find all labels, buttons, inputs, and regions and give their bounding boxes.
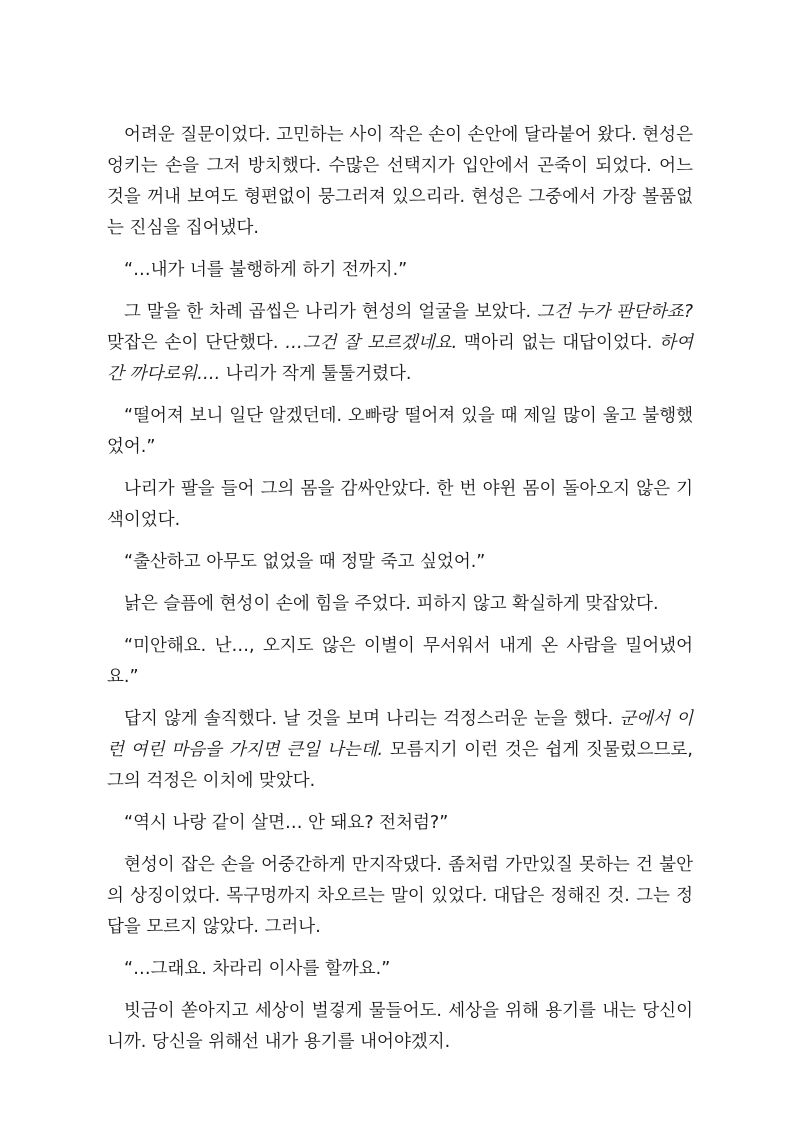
paragraph <box>107 808 693 839</box>
paragraph <box>107 255 693 286</box>
italic-text-segment: 그건 누가 판단하죠? <box>536 302 693 322</box>
italic-text-segment: …그건 잘 모르겠네요. <box>285 333 458 353</box>
paragraph <box>107 631 693 693</box>
text-segment: “역시 나랑 같이 살면… 안 돼요? 전처럼?” <box>124 813 449 833</box>
text-segment: “출산하고 아무도 없었을 때 정말 죽고 싶었어.” <box>124 552 486 572</box>
text-segment: 나리가 팔을 들어 그의 몸을 감싸안았다. 한 번 야윈 몸이 돌아오지 않은 기색이었다. <box>107 479 693 530</box>
text-segment: 맞잡은 손이 단단했다. <box>107 333 286 353</box>
paragraph <box>107 850 693 943</box>
text-segment: “…그래요. 차라리 이사를 할까요.” <box>124 959 391 979</box>
paragraph <box>107 996 693 1058</box>
italic-text-segment: 하여간 까다로워…. <box>107 333 693 384</box>
text-segment: 어려운 질문이었다. 고민하는 사이 작은 손이 손안에 달라붙어 왔다. 현성은 엉키는 손을 그저 방치했다. 수많은 선택지가 입안에서 곤죽이 되었다. 어느 것을 꺼내 보여도 형편없이 뭉그러져 있으리라. 현성은 그중에서 가장 볼품없는 진심을 집어냈다. <box>107 125 693 238</box>
paragraph <box>107 401 693 463</box>
italic-text-segment: 군에서 이런 여린 마음을 가지면 큰일 나는데. <box>107 709 693 760</box>
paragraph <box>107 297 693 390</box>
text-segment: 낡은 슬픔에 현성이 손에 힘을 주었다. 피하지 않고 확실하게 맞잡았다. <box>124 594 659 614</box>
paragraph <box>107 474 693 536</box>
paragraph <box>107 547 693 578</box>
text-segment: “미안해요. 난…, 오지도 않은 이별이 무서워서 내게 온 사람을 밀어냈어요.” <box>107 636 693 687</box>
document-page <box>107 120 693 1069</box>
text-segment: 모름지기 이런 것은 쉽게 짓물렀으므로, 그의 걱정은 이치에 맞았다. <box>107 740 693 791</box>
paragraph <box>107 120 693 244</box>
text-segment: 맥아리 없는 대답이었다. <box>457 333 660 353</box>
text-segment: 그 말을 한 차례 곱씹은 나리가 현성의 얼굴을 보았다. <box>124 302 537 322</box>
text-segment: 현성이 잡은 손을 어중간하게 만지작댔다. 좀처럼 가만있질 못하는 건 불안의 상징이었다. 목구멍까지 차오르는 말이 있었다. 대답은 정해진 것. 그는 정답을 모르지 않았다. 그러나. <box>107 855 693 937</box>
text-segment: 답지 않게 솔직했다. 날 것을 보며 나리는 걱정스러운 눈을 했다. <box>124 709 620 729</box>
text-segment: “…내가 너를 불행하게 하기 전까지.” <box>124 260 408 280</box>
paragraph <box>107 954 693 985</box>
paragraph <box>107 704 693 797</box>
text-segment: “떨어져 보니 일단 알겠던데. 오빠랑 떨어져 있을 때 제일 많이 울고 불행했었어.” <box>107 406 693 457</box>
text-segment: 빗금이 쏟아지고 세상이 벌겋게 물들어도. 세상을 위해 용기를 내는 당신이니까. 당신을 위해선 내가 용기를 내어야겠지. <box>107 1001 693 1052</box>
paragraph <box>107 589 693 620</box>
text-segment: 나리가 작게 툴툴거렸다. <box>220 364 412 384</box>
